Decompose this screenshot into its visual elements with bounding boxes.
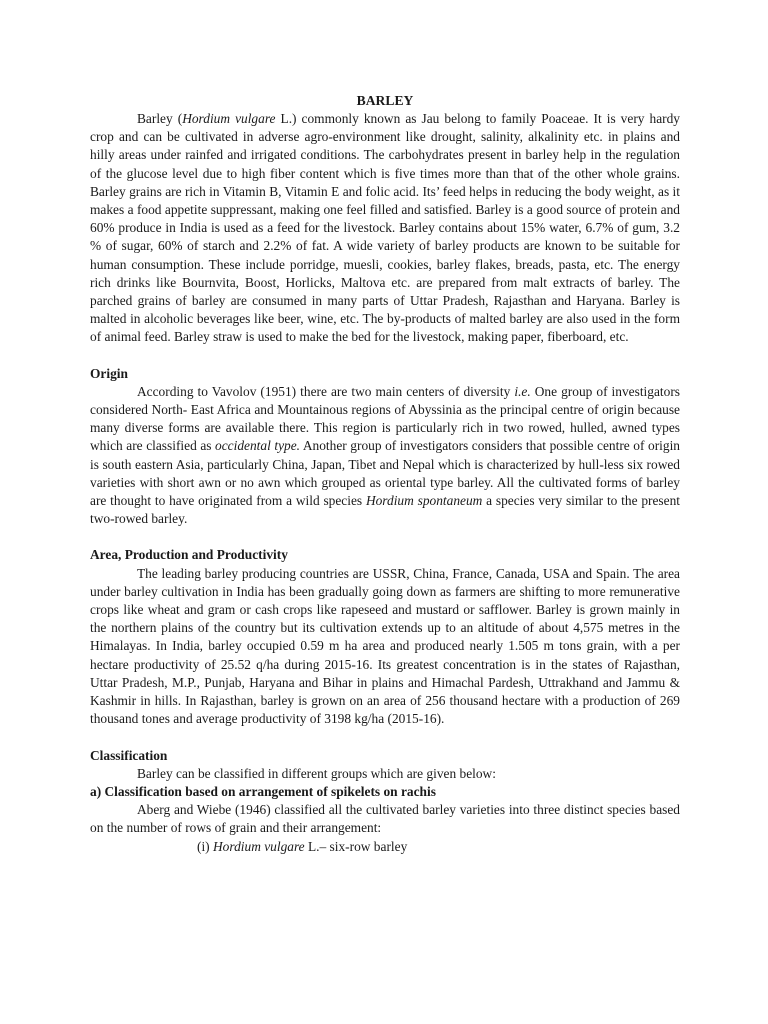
origin-ie: i.e. (514, 383, 531, 399)
wild-species-name: Hordium spontaneum (365, 493, 483, 509)
origin-text-1: According to Vavolov (1951) there are two main centers of diversity (137, 383, 515, 399)
scientific-name: Hordium vulgare (182, 111, 276, 126)
spacer (90, 347, 680, 365)
item-suffix: L.– six-row barley (304, 838, 408, 854)
origin-heading: Origin (90, 365, 128, 381)
area-heading: Area, Production and Productivity (90, 547, 288, 563)
classification-heading: Classification (90, 747, 168, 763)
classification-item-1 (197, 838, 680, 856)
intro-text-start: Barley ( (137, 111, 183, 126)
origin-text-4: a species very similar to the present two-rowed barley. (90, 493, 680, 527)
origin-text-2: One group of investigators considered North- East Africa and Mountainous regions of Abyssinia as the principal centre of origin because many diverse forms are available there. This region is particularly rich in two rowed, hulled, awned types which are classified as (90, 383, 680, 454)
item-prefix: (i) (197, 838, 213, 854)
origin-text-3: Another group of investigators considers that possible centre of origin is south eastern Asia, particularly China, Japan, Tibet and Nepal which is characterized by hull-less six rowed varieties with short awn or no awn which grouped as oriental type barley. All the cultivated forms of barley are thought to have originated from a wild species (90, 438, 680, 509)
area-paragraph: The leading barley producing countries are USSR, China, France, Canada, USA and Spain. The area under barley cultivation in India has been gradually going down as farmers are shifting to more remunerative crops like wheat and gram or cash crops like rapeseed and mustard or safflower. Barley is grown mainly in the northern plains of the country but its cultivation extends up to an altitude of about 4,575 metres in the Himalayas. In India, barley occupied 0.59 m ha area and produced nearly 1.505 m tons grain, with a per hectare productivity of 25.52 q/ha during 2015-16. Its greatest concentration is in the states of Rajasthan, Uttar Pradesh, M.P., Punjab, Haryana and Bihar in plains and Himachal Pardesh, Uttrakhand and Jammu & Kashmir in hills. In Rajasthan, barley is grown on an area of 256 thousand hectare with a production of 269 thousand tones and average productivity of 3198 kg/ha (2015-16). (90, 565, 680, 727)
classification-intro: Barley can be classified in different groups which are given below: (137, 765, 496, 781)
item-scientific-name: Hordium vulgare (213, 838, 305, 854)
classification-paragraph: Aberg and Wiebe (1946) classified all the cultivated barley varieties into three distinct species based on the number of rows of grain and their arrangement: (90, 802, 680, 836)
spacer (90, 729, 680, 747)
classification-subheading: a) Classification based on arrangement of spikelets on rachis (90, 783, 436, 799)
page-title: BARLEY (356, 93, 414, 108)
intro-paragraph (90, 110, 680, 347)
intro-text-rest: L.) commonly known as Jau belong to family Poaceae. It is very hardy crop and can be cultivated in adverse agro-environment like drought, salinity, alkalinity etc. in plains and hilly areas under rainfed and irrigated conditions. The carbohydrates present in barley help in the regulation of the glucose level due to high fiber content which is five times more than that of the other whole grains. Barley grains are rich in Vitamin B, Vitamin E and folic acid. Its’ feed helps in reducing the body weight, as it makes a food appetite suppressant, making one feel filled and satisfied. Barley is a good source of protein and 60% produce in India is used as a feed for the livestock. Barley contains about 15% water, 6.7% of gum, 3.2 % of sugar, 60% of starch and 2.2% of fat. A wide variety of barley products are known to be suitable for human consumption. These include porridge, muesli, cookies, barley flakes, breads, pasta, etc. The energy rich drinks like Bournvita, Boost, Horlicks, Maltova etc. are prepared from malt extracts of barley. The parched grains of barley are consumed in many parts of Uttar Pradesh, Rajasthan and Haryana. Barley is malted in alcoholic beverages like beer, wine, etc. The by-products of malted barley are also used in the form of animal feed. Barley straw is used to make the bed for the livestock, making paper, fiberboard, etc. (90, 111, 680, 345)
occidental-type: occidental type. (215, 438, 301, 454)
origin-paragraph (90, 383, 680, 529)
spacer (90, 528, 680, 546)
